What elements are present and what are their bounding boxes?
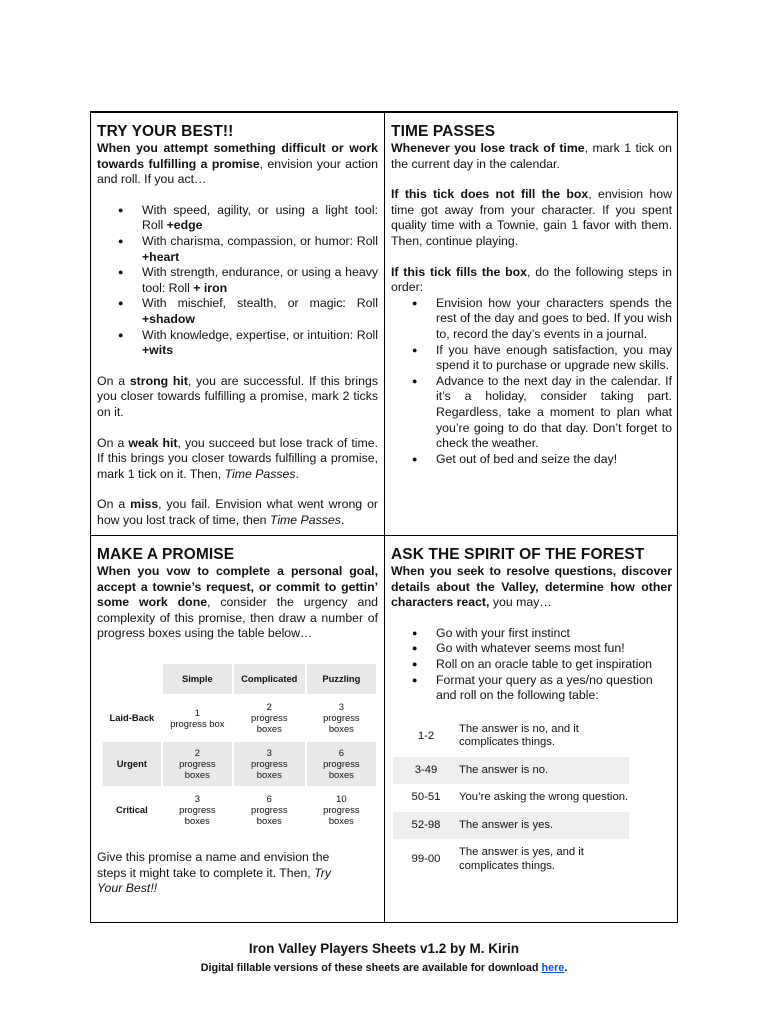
- time-p2: If this tick does not fill the box, envision how time got away from your character. If you spent quality time with a Townie, gain 1 favor with them. Then, continue playing.: [391, 187, 672, 248]
- rules-grid: [90, 111, 678, 923]
- oracle-answer: You’re asking the wrong question.: [459, 791, 629, 804]
- table-cell: 6 progress boxes: [251, 793, 288, 827]
- table-cell: 10 progress boxes: [323, 793, 360, 827]
- time-p1: Whenever you lose track of time, mark 1 tick on the current day in the calendar.: [391, 141, 673, 171]
- table-row: [393, 839, 629, 880]
- oracle-answer: The answer is yes.: [459, 812, 629, 840]
- table-row: [103, 696, 376, 740]
- oracle-answer: The answer is no, and it complicates things.: [459, 722, 579, 749]
- spirit-options-list: [391, 626, 672, 704]
- weak-hit-text: On a weak hit, you succeed but lose track of time. If this brings you closer towards fulfilling a promise, mark 1 tick on it. Then, Time Passes.: [97, 435, 378, 481]
- list-item: ● With knowledge, expertise, or intuition: Roll +wits: [142, 328, 378, 359]
- table-row: [103, 788, 376, 832]
- day-steps-list: [391, 296, 672, 468]
- time-passes-title: TIME PASSES: [391, 123, 496, 140]
- spirit-intro: When you seek to resolve questions, discover details about the Valley, determine how other characters react, you may…: [391, 564, 672, 610]
- try-your-best-section: [91, 113, 384, 535]
- oracle-answer: The answer is no.: [459, 757, 629, 785]
- column-header: Complicated: [234, 664, 305, 694]
- ask-the-spirit-title: ASK THE SPIRIT OF THE FOREST: [391, 546, 645, 563]
- list-item: ● If you have enough satisfaction, you may spend it to purchase or upgrade new skills.: [436, 343, 672, 374]
- table-row: [393, 757, 629, 785]
- column-header: Simple: [163, 664, 232, 694]
- oracle-range: 1-2: [417, 729, 435, 742]
- time-p3: If this tick fills the box, do the following steps in order:: [391, 264, 672, 295]
- strong-hit-text: On a strong hit, you are successful. If this brings you closer towards fulfilling a promise, mark 2 ticks on it.: [97, 373, 378, 419]
- make-a-promise-title: MAKE A PROMISE: [97, 546, 235, 563]
- table-cell: 2 progress boxes: [251, 701, 288, 735]
- table-row: [103, 742, 376, 786]
- stat-list: [97, 203, 378, 359]
- oracle-range: 52-98: [393, 812, 459, 840]
- list-item: ● With speed, agility, or using a light tool: Roll +edge: [142, 203, 378, 234]
- promise-outro: Give this promise a name and envision the steps it might take to complete it. Then, Try Your Best!!: [97, 849, 331, 896]
- table-row: [393, 716, 629, 757]
- table-cell: 3 progress boxes: [179, 793, 216, 827]
- list-item: ● Go with your first instinct: [436, 626, 672, 642]
- row-label: Urgent: [103, 742, 161, 786]
- table-cell: 3 progress boxes: [323, 701, 360, 735]
- ask-the-spirit-section: [385, 536, 678, 924]
- promise-intro: When you vow to complete a personal goal, accept a townie’s request, or commit to gettin’ some work done, consider the urgency and complexity of this promise, then draw a number of progress boxes using the table below…: [97, 564, 378, 641]
- list-item: ● With charisma, compassion, or humor: Roll +heart: [142, 234, 378, 265]
- list-item: ● Roll on an oracle table to get inspiration: [436, 657, 672, 673]
- row-label: Laid-Back: [109, 712, 155, 724]
- table-row: [393, 784, 629, 812]
- download-link[interactable]: here: [541, 962, 565, 974]
- oracle-table: [393, 716, 629, 881]
- oracle-range: 3-49: [393, 757, 459, 785]
- list-item: ● With mischief, stealth, or magic: Roll +shadow: [142, 296, 378, 327]
- make-a-promise-section: [91, 536, 384, 924]
- list-item: ● With strength, endurance, or using a heavy tool: Roll + iron: [142, 265, 378, 296]
- time-passes-section: [385, 113, 678, 535]
- list-item: ● Get out of bed and seize the day!: [436, 452, 672, 468]
- try-intro: When you attempt something difficult or work towards fulfilling a promise, envision your action and roll. If you act…: [97, 141, 378, 187]
- list-item: ● Go with whatever seems most fun!: [436, 641, 672, 657]
- progress-table: [101, 662, 378, 834]
- row-label: Critical: [115, 804, 148, 816]
- miss-text: On a miss, you fail. Envision what went wrong or how you lost track of time, then Time Passes.: [97, 497, 379, 527]
- oracle-answer: The answer is yes, and it complicates things.: [459, 846, 584, 872]
- oracle-range: 99-00: [411, 853, 441, 865]
- table-cell: 6 progress boxes: [307, 742, 376, 786]
- oracle-range: 50-51: [411, 791, 441, 804]
- list-item: ● Envision how your characters spends the rest of the day and goes to bed. If you wish to, record the day’s events in a journal.: [436, 296, 672, 343]
- table-cell: 1 progress box: [170, 706, 225, 729]
- table-cell: 3 progress boxes: [234, 742, 305, 786]
- list-item: ● Format your query as a yes/no question and roll on the following table:: [436, 673, 672, 704]
- table-row: [393, 812, 629, 840]
- footer-credit: Iron Valley Players Sheets v1.2 by M. Kirin: [248, 941, 520, 956]
- table-cell: 2 progress boxes: [163, 742, 232, 786]
- list-item: ● Advance to the next day in the calendar. If it’s a holiday, consider taking part. Regardless, take a moment to plan what you’re going to do that day. Don’t forget to check the weather.: [436, 374, 672, 452]
- column-header: Puzzling: [307, 664, 376, 694]
- try-your-best-title: TRY YOUR BEST!!: [97, 123, 234, 140]
- footer-download-note: Digital fillable versions of these sheets are available for download here.: [200, 962, 568, 974]
